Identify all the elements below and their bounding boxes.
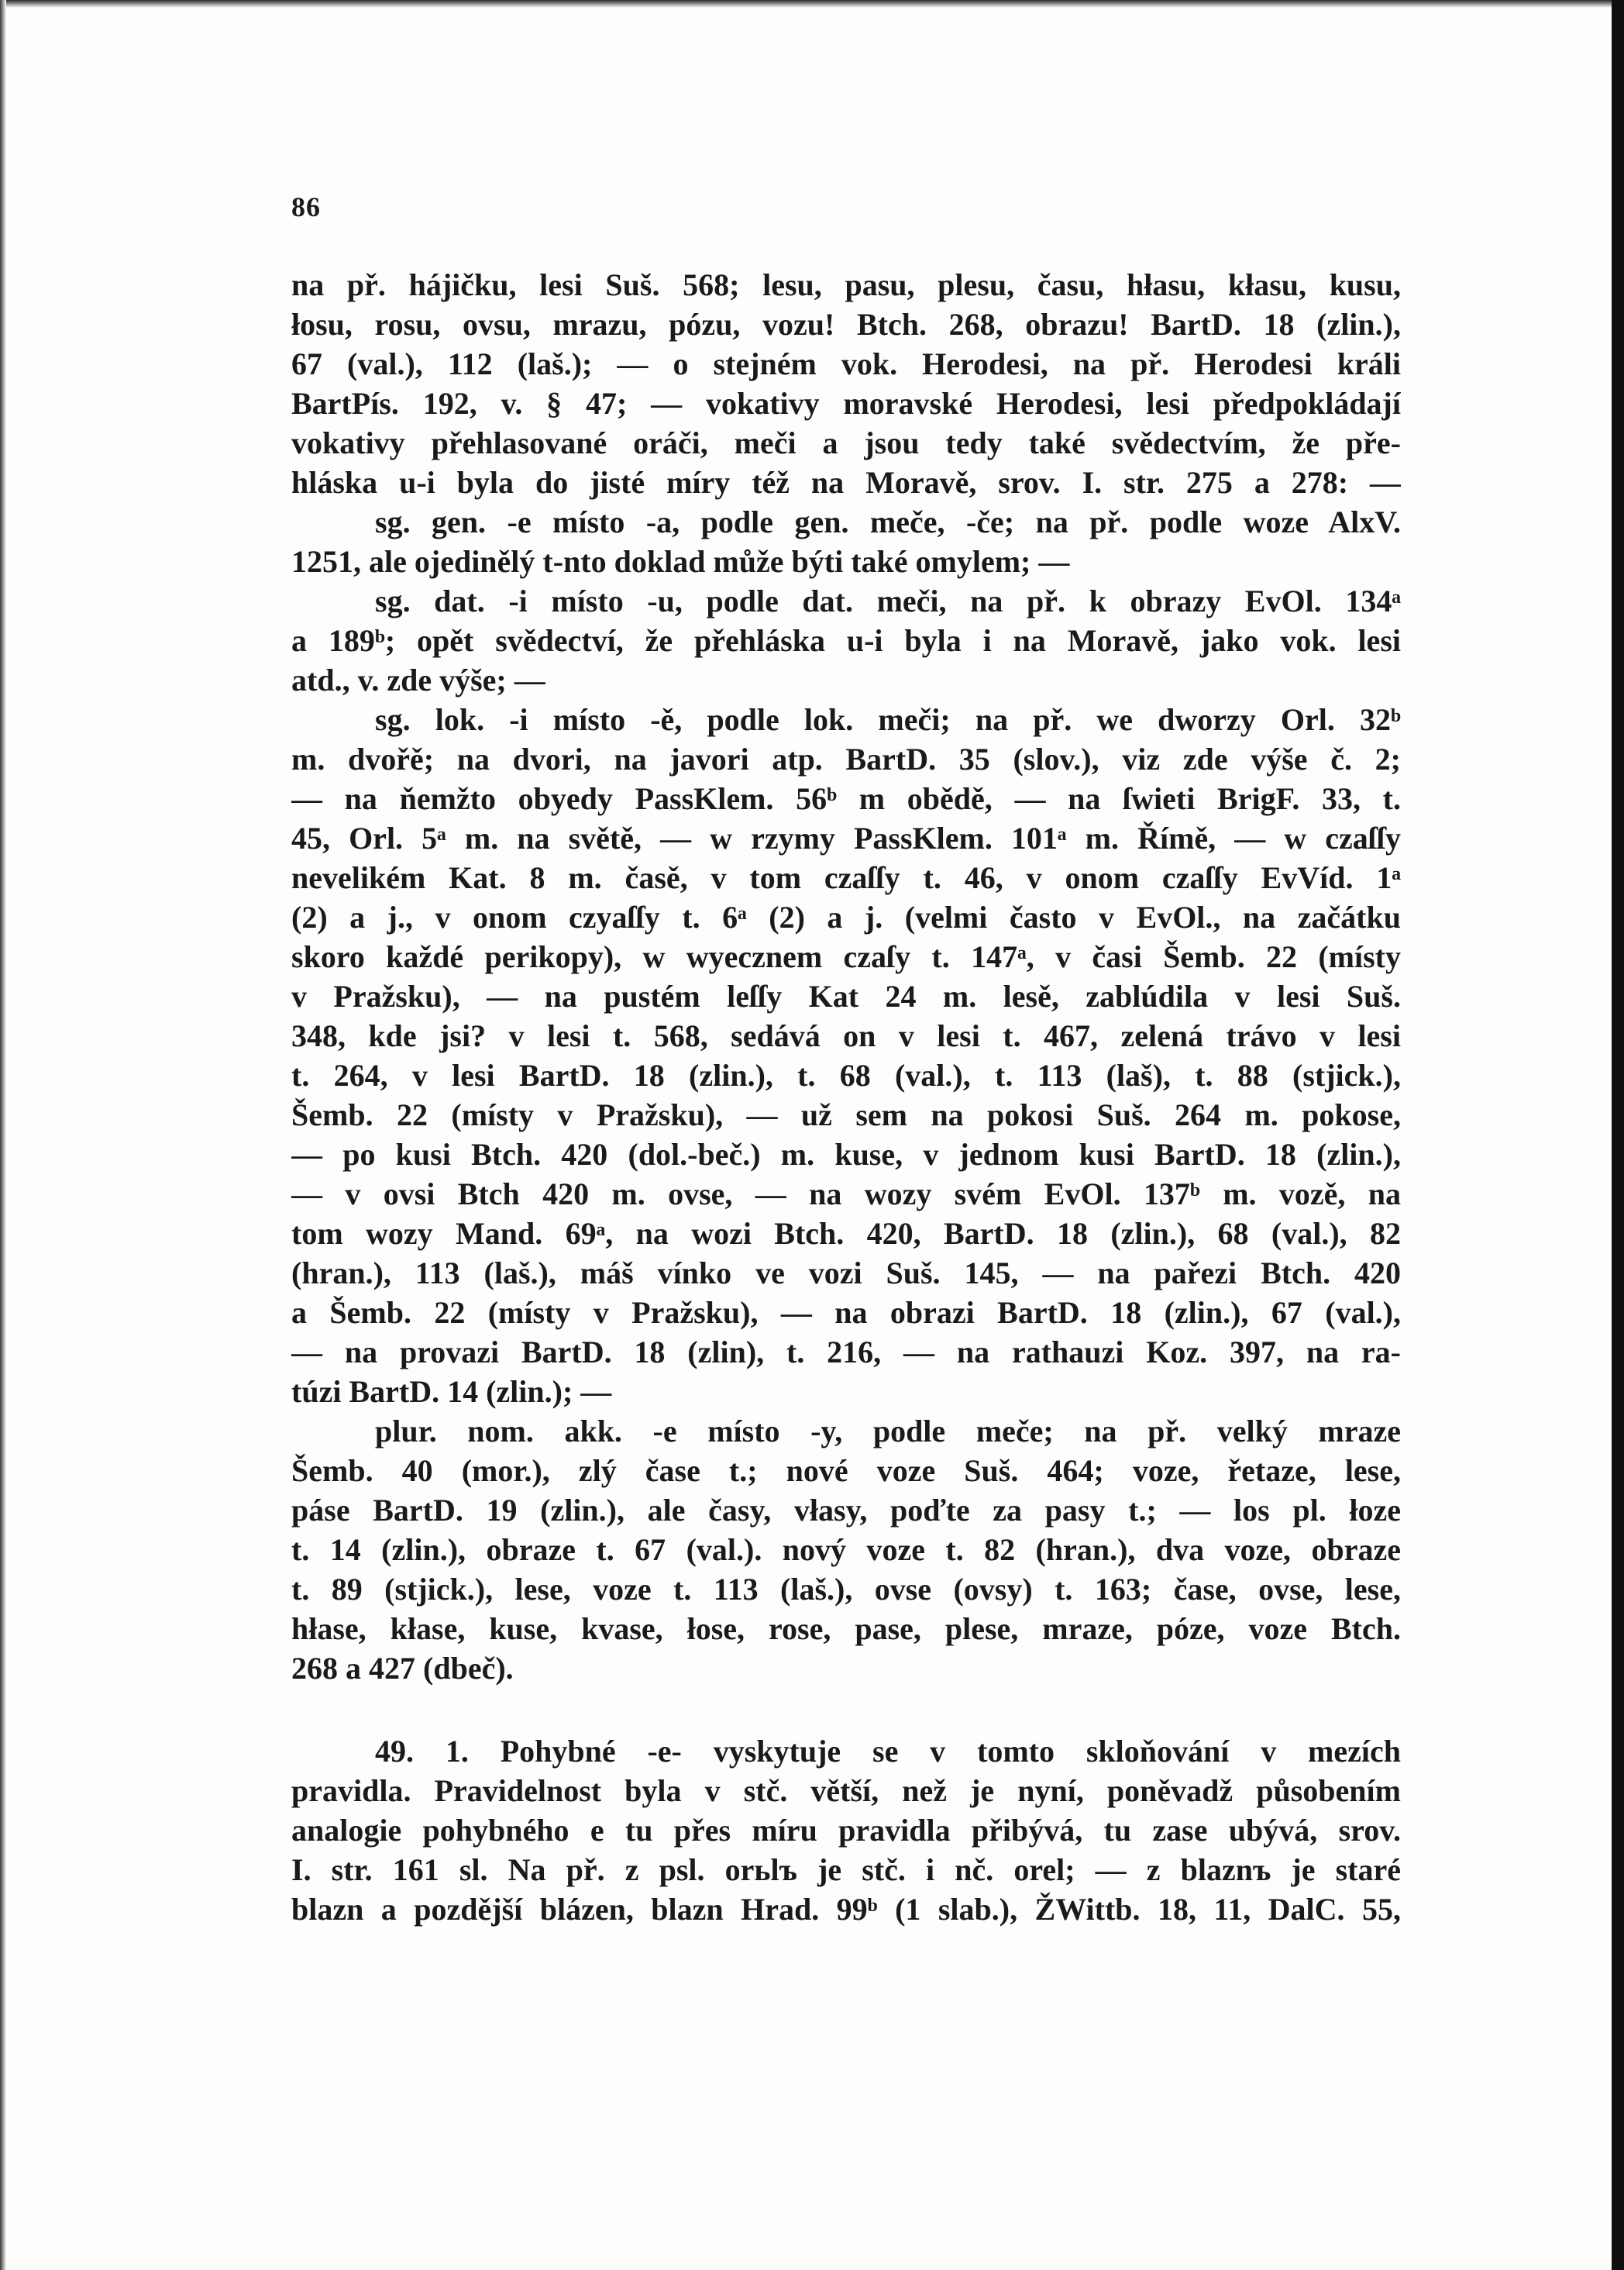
text-line: 348, kde jsi? v lesi t. 568, sedává on v lesi t. 467, zelená trávo v lesi: [291, 1018, 1401, 1053]
text-line: 268 a 427 (dbeč).: [291, 1651, 514, 1686]
text-line: sg. lok. -i místo -ě, podle lok. meči; na př. we dworzy Orl. 32ᵇ: [375, 702, 1401, 737]
text-line: 49. 1. Pohybné -e- vyskytuje se v tomto skloňování v mezích: [375, 1734, 1401, 1769]
text-line: sg. gen. -e místo -a, podle gen. meče, -če; na př. podle woze AlxV.: [375, 505, 1401, 539]
scan-edge-top: [0, 0, 1624, 8]
text-line: nevelikém Kat. 8 m. časě, v tom czaſſy t. 46, v onom czaſſy EvVíd. 1ᵃ: [291, 860, 1401, 895]
text-line: łosu, rosu, ovsu, mrazu, pózu, vozu! Btch. 268, obrazu! BartD. 18 (zlin.),: [291, 307, 1401, 342]
text-line: — po kusi Btch. 420 (dol.-beč.) m. kuse, v jednom kusi BartD. 18 (zlin.),: [291, 1137, 1401, 1172]
text-line: Šemb. 40 (mor.), zlý čase t.; nové voze Suš. 464; voze, řetaze, lese,: [291, 1453, 1401, 1488]
text-line: hláska u-i byla do jisté míry též na Moravě, srov. I. str. 275 a 278: —: [291, 465, 1401, 500]
text-line: vokativy přehlasované oráči, meči a jsou tedy také svědectvím, že pře-: [291, 425, 1401, 460]
text-line: (hran.), 113 (laš.), máš vínko ve vozi Suš. 145, — na pařezi Btch. 420: [291, 1256, 1401, 1290]
text-line: I. str. 161 sl. Na př. z psl. orьlъ je stč. i nč. orel; — z blaznъ je staré: [291, 1852, 1401, 1887]
text-line: hłase, kłase, kuse, kvase, łose, rose, pase, plese, mraze, póze, voze Btch.: [291, 1611, 1401, 1646]
text-line: t. 264, v lesi BartD. 18 (zlin.), t. 68 (val.), t. 113 (laš), t. 88 (stjick.),: [291, 1058, 1401, 1093]
paragraph-gap: [291, 1688, 1401, 1731]
text-line: atd., v. zde výše; —: [291, 663, 545, 698]
text-line: pravidla. Pravidelnost byla v stč. větší, než je nyní, poněvadž působením: [291, 1773, 1401, 1808]
text-line: 1251, ale ojedinělý t-nto doklad může býti také omylem; —: [291, 544, 1070, 579]
text-line: a 189ᵇ; opět svědectví, že přehláska u-i byla i na Moravě, jako vok. lesi: [291, 623, 1401, 658]
text-line: skoro každé perikopy), w wyecznem czaſy t. 147ᵃ, v časi Šemb. 22 (místy: [291, 939, 1401, 974]
text-line: páse BartD. 19 (zlin.), ale časy, vłasy, poďte za pasy t.; — los pl. łoze: [291, 1493, 1401, 1528]
text-line: Šemb. 22 (místy v Pražsku), — už sem na pokosi Suš. 264 m. pokose,: [291, 1097, 1401, 1132]
scan-edge-right: [1612, 0, 1624, 2270]
scan-edge-left: [0, 0, 6, 2270]
page-number: 86: [291, 191, 321, 222]
text-line: BartPís. 192, v. § 47; — vokativy moravské Herodesi, lesi předpokládají: [291, 386, 1401, 421]
text-line: sg. dat. -i místo -u, podle dat. meči, na př. k obrazy EvOl. 134ᵃ: [375, 584, 1401, 618]
text-line: t. 14 (zlin.), obraze t. 67 (val.). nový voze t. 82 (hran.), dva voze, obraze: [291, 1532, 1401, 1567]
text-line: m. dvořě; na dvori, na javori atp. BartD. 35 (slov.), viz zde výše č. 2;: [291, 742, 1401, 777]
text-line: na př. hájičku, lesi Suš. 568; lesu, pasu, plesu, času, hłasu, kłasu, kusu,: [291, 267, 1401, 302]
text-line: a Šemb. 22 (místy v Pražsku), — na obrazi BartD. 18 (zlin.), 67 (val.),: [291, 1295, 1401, 1330]
text-line: túzi BartD. 14 (zlin.); —: [291, 1374, 612, 1409]
text-line: blazn a pozdější blázen, blazn Hrad. 99ᵇ (1 slab.), ŽWittb. 18, 11, DalC. 55,: [291, 1892, 1401, 1927]
text-line: — na ňemžto obyedy PassKlem. 56ᵇ m obědě, — na ſwieti BrigF. 33, t.: [291, 781, 1401, 816]
text-line: t. 89 (stjick.), lese, voze t. 113 (laš.), ovse (ovsy) t. 163; čase, ovse, lese,: [291, 1572, 1401, 1607]
text-line: — v ovsi Btch 420 m. ovse, — na wozy svém EvOl. 137ᵇ m. vozě, na: [291, 1176, 1401, 1211]
text-line: analogie pohybného e tu přes míru pravidla přibývá, tu zase ubývá, srov.: [291, 1813, 1401, 1848]
text-line: tom wozy Mand. 69ᵃ, na wozi Btch. 420, BartD. 18 (zlin.), 68 (val.), 82: [291, 1216, 1401, 1251]
text-line: 45, Orl. 5ᵃ m. na světě, — w rzymy PassKlem. 101ᵃ m. Římě, — w czaſſy: [291, 821, 1401, 856]
body-text: [291, 265, 1401, 1929]
text-line: 67 (val.), 112 (laš.); — o stejném vok. Herodesi, na př. Herodesi králi: [291, 346, 1401, 381]
text-line: (2) a j., v onom czyaſſy t. 6ᵃ (2) a j. (velmi často v EvOl., na začátku: [291, 900, 1401, 935]
text-line: — na provazi BartD. 18 (zlin), t. 216, — na rathauzi Koz. 397, na ra-: [291, 1335, 1401, 1369]
text-line: v Pražsku), — na pustém leſſy Kat 24 m. lesě, zablúdila v lesi Suš.: [291, 979, 1401, 1014]
text-line: plur. nom. akk. -e místo -y, podle meče; na př. velký mraze: [375, 1414, 1401, 1448]
